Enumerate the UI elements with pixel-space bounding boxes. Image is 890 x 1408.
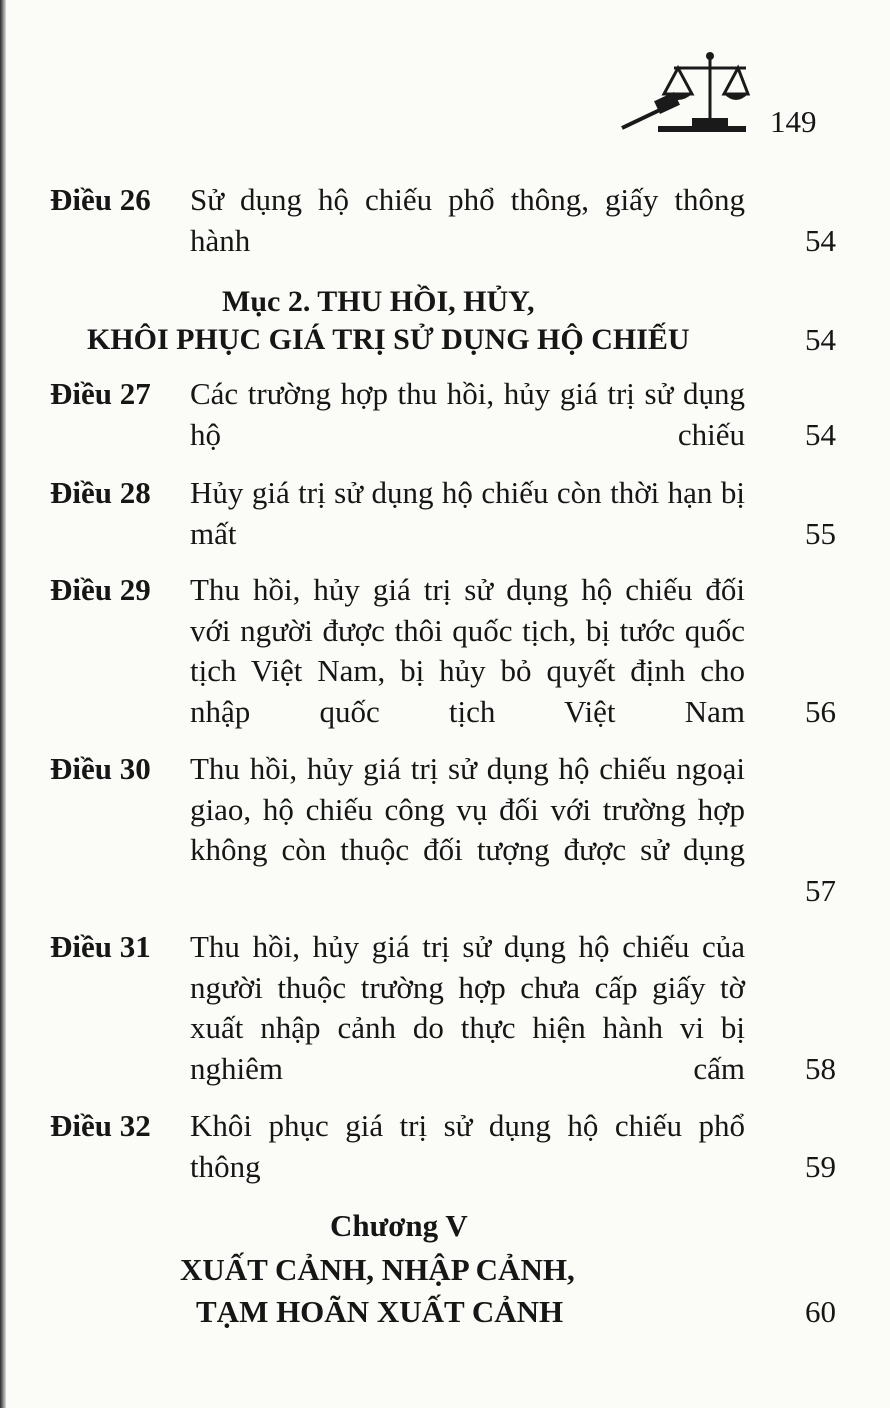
toc-entry-dieu-26[interactable] [50, 180, 850, 270]
page-ref: 56 [805, 694, 836, 729]
gavel-icon [622, 92, 684, 132]
toc-entry-dieu-29[interactable] [50, 570, 850, 736]
page-ref: 58 [805, 1051, 836, 1086]
article-title: Thu hồi, hủy giá trị sử dụng hộ chiếu ngoại giao, hộ chiếu công vụ đối với trường hợp không còn thuộc đối tượng được sử dụng [190, 751, 745, 867]
page-ref: 60 [805, 1294, 836, 1329]
toc-entry-dieu-32[interactable] [50, 1106, 850, 1192]
page-number: 149 [770, 104, 817, 139]
article-title: Thu hồi, hủy giá trị sử dụng hộ chiếu của người thuộc trường hợp chưa cấp giấy tờ xuất nhập cảnh do thực hiện hành vi bị nghiêm cấm [190, 929, 745, 1086]
article-title: Khôi phục giá trị sử dụng hộ chiếu phổ thông [190, 1108, 745, 1184]
article-label: Điều 31 [50, 929, 151, 964]
article-label: Điều 29 [50, 572, 151, 607]
article-title: Hủy giá trị sử dụng hộ chiếu còn thời hạn bị mất [190, 475, 745, 551]
article-title: Sử dụng hộ chiếu phổ thông, giấy thông hành [190, 182, 745, 258]
page-ref: 54 [805, 417, 836, 452]
page-ref: 55 [805, 516, 836, 551]
toc-entry-dieu-28[interactable] [50, 473, 850, 559]
page-ref: 59 [805, 1149, 836, 1184]
page-edge-shadow [0, 0, 6, 1408]
article-title: Các trường hợp thu hồi, hủy giá trị sử dụng hộ chiếu [190, 376, 745, 452]
section-heading-line-2: KHÔI PHỤC GIÁ TRỊ SỬ DỤNG HỘ CHIẾU [87, 323, 690, 356]
toc-entry-dieu-27[interactable] [50, 374, 850, 460]
page-ref: 54 [805, 223, 836, 258]
article-label: Điều 32 [50, 1108, 151, 1143]
article-title: Thu hồi, hủy giá trị sử dụng hộ chiếu đối với người được thôi quốc tịch, bị tước quốc tịch Việt Nam, bị hủy bỏ quyết định cho nhập quốc tịch Việt Nam [190, 572, 745, 729]
page-ref: 57 [805, 873, 836, 908]
article-label: Điều 28 [50, 475, 151, 510]
toc-entry-dieu-31[interactable] [50, 927, 850, 1093]
chapter-heading-v[interactable] [0, 1204, 890, 1334]
toc-entry-dieu-30[interactable] [50, 749, 850, 915]
scales-of-justice-icon [618, 48, 752, 134]
chapter-title-line-1: XUẤT CẢNH, NHẬP CẢNH, [180, 1252, 575, 1287]
chapter-title-line-2: TẠM HOÃN XUẤT CẢNH [196, 1294, 564, 1329]
section-heading-line-1: Mục 2. THU HỒI, HỦY, [222, 285, 535, 318]
article-label: Điều 26 [50, 182, 151, 217]
section-heading-muc-2[interactable] [0, 280, 890, 362]
article-label: Điều 27 [50, 376, 151, 411]
chapter-number: Chương V [330, 1208, 468, 1243]
page-ref: 54 [805, 322, 836, 357]
article-label: Điều 30 [50, 751, 151, 786]
